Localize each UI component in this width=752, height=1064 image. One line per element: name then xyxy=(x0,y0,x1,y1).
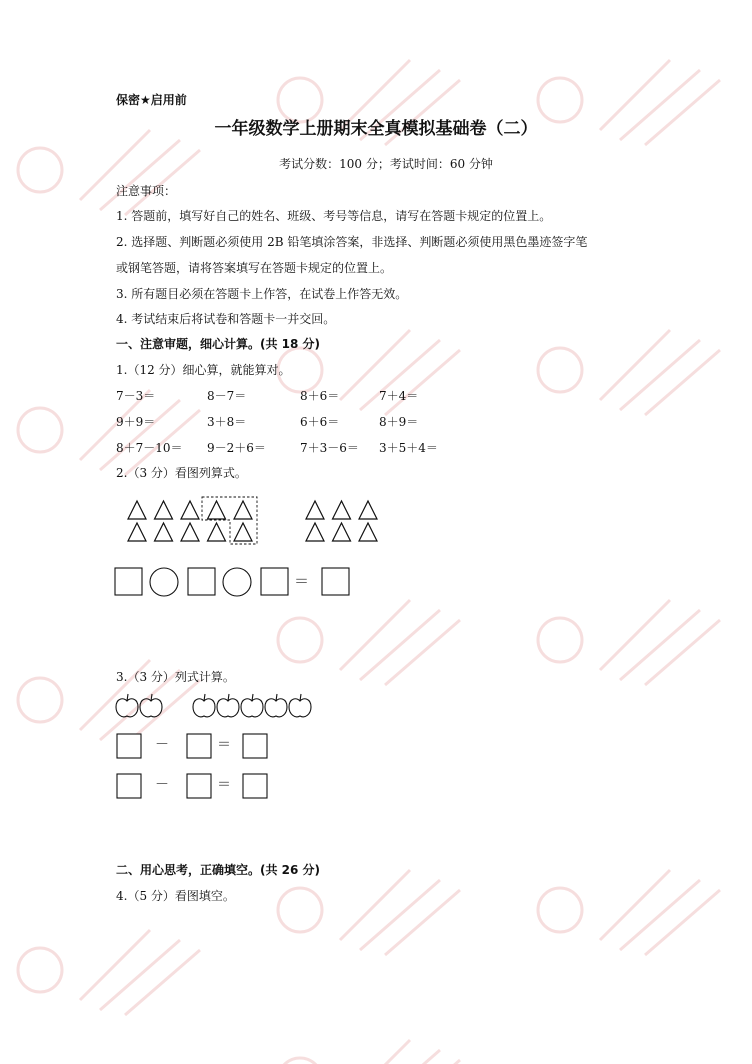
q3-row-1 xyxy=(114,732,274,762)
answer-box xyxy=(322,568,349,595)
operator-circle xyxy=(150,568,178,596)
answer-box xyxy=(261,568,288,595)
dashed-group-box xyxy=(202,497,257,544)
calc-item: 9－2＋6＝ xyxy=(207,441,266,455)
answer-box xyxy=(188,568,215,595)
answer-box xyxy=(117,734,141,758)
section1-heading: 一、注意审题，细心计算。(共 18 分) xyxy=(116,337,321,351)
triangle-shape xyxy=(155,523,173,541)
triangle-shape xyxy=(306,501,324,519)
secret-label: 保密★启用前 xyxy=(116,93,187,107)
triangle-shape xyxy=(234,501,252,519)
q3-label: 3.（3 分）列式计算。 xyxy=(116,670,235,684)
q2-answer-row xyxy=(114,566,354,598)
calc-item: 8＋6＝ xyxy=(300,389,340,403)
triangle-shape xyxy=(359,501,377,519)
apple-shape xyxy=(217,699,239,717)
calc-item: 7－3＝ xyxy=(116,389,156,403)
answer-box xyxy=(115,568,142,595)
q4-label: 4.（5 分）看图填空。 xyxy=(116,889,235,903)
apple-figure xyxy=(114,692,324,722)
triangle-shape xyxy=(208,501,226,519)
notice-item-3: 3. 所有题目必须在答题卡上作答，在试卷上作答无效。 xyxy=(116,287,408,301)
q2-equals-sign: ＝ xyxy=(294,572,310,590)
answer-box xyxy=(187,734,211,758)
triangle-shape xyxy=(128,523,146,541)
calc-item: 7＋3－6＝ xyxy=(300,441,359,455)
exam-info: 考试分数：100 分；考试时间：60 分钟 xyxy=(279,157,493,171)
notice-item-1: 1. 答题前，填写好自己的姓名、班级、考号等信息，请写在答题卡规定的位置上。 xyxy=(116,209,552,223)
calc-item: 7＋4＝ xyxy=(379,389,419,403)
operator-circle xyxy=(223,568,251,596)
calc-item: 3＋8＝ xyxy=(207,415,247,429)
triangle-shape xyxy=(128,501,146,519)
answer-box xyxy=(117,774,141,798)
triangle-shape xyxy=(333,501,351,519)
answer-box xyxy=(243,774,267,798)
q3-minus-2: － xyxy=(155,777,169,793)
q2-label: 2.（3 分）看图列算式。 xyxy=(116,466,247,480)
section2-heading: 二、用心思考，正确填空。(共 26 分) xyxy=(116,863,321,877)
apple-shape xyxy=(265,699,287,717)
q3-minus-1: － xyxy=(155,737,169,753)
notice-heading: 注意事项： xyxy=(116,184,177,198)
triangle-shape xyxy=(306,523,324,541)
triangle-shape xyxy=(333,523,351,541)
calc-item: 3＋5＋4＝ xyxy=(379,441,438,455)
triangle-shape xyxy=(181,523,199,541)
apple-shape xyxy=(193,699,215,717)
triangle-shape xyxy=(234,523,252,541)
answer-box xyxy=(243,734,267,758)
triangle-shape xyxy=(181,501,199,519)
answer-box xyxy=(187,774,211,798)
triangle-figure xyxy=(120,494,390,548)
calc-item: 8＋9＝ xyxy=(379,415,419,429)
q3-equals-1: ＝ xyxy=(217,737,231,753)
triangle-shape xyxy=(359,523,377,541)
apple-shape xyxy=(116,699,138,717)
apple-shape xyxy=(289,699,311,717)
triangle-shape xyxy=(208,523,226,541)
notice-item-4: 4. 考试结束后将试卷和答题卡一并交回。 xyxy=(116,312,336,326)
calc-item: 8－7＝ xyxy=(207,389,247,403)
calc-item: 9＋9＝ xyxy=(116,415,156,429)
q1-label: 1.（12 分）细心算，就能算对。 xyxy=(116,363,291,377)
calc-item: 6＋6＝ xyxy=(300,415,340,429)
notice-item-2-cont: 或钢笔答题，请将答案填写在答题卡规定的位置上。 xyxy=(116,261,393,275)
q3-row-2 xyxy=(114,772,274,802)
calc-item: 8＋7－10＝ xyxy=(116,441,183,455)
triangle-shape xyxy=(155,501,173,519)
apple-shape xyxy=(241,699,263,717)
apple-shape xyxy=(140,699,162,717)
q3-equals-2: ＝ xyxy=(217,777,231,793)
notice-item-2: 2. 选择题、判断题必须使用 2B 铅笔填涂答案，非选择、判断题必须使用黑色墨迹签字笔 xyxy=(116,235,588,249)
page-title: 一年级数学上册期末全真模拟基础卷（二） xyxy=(214,119,538,139)
